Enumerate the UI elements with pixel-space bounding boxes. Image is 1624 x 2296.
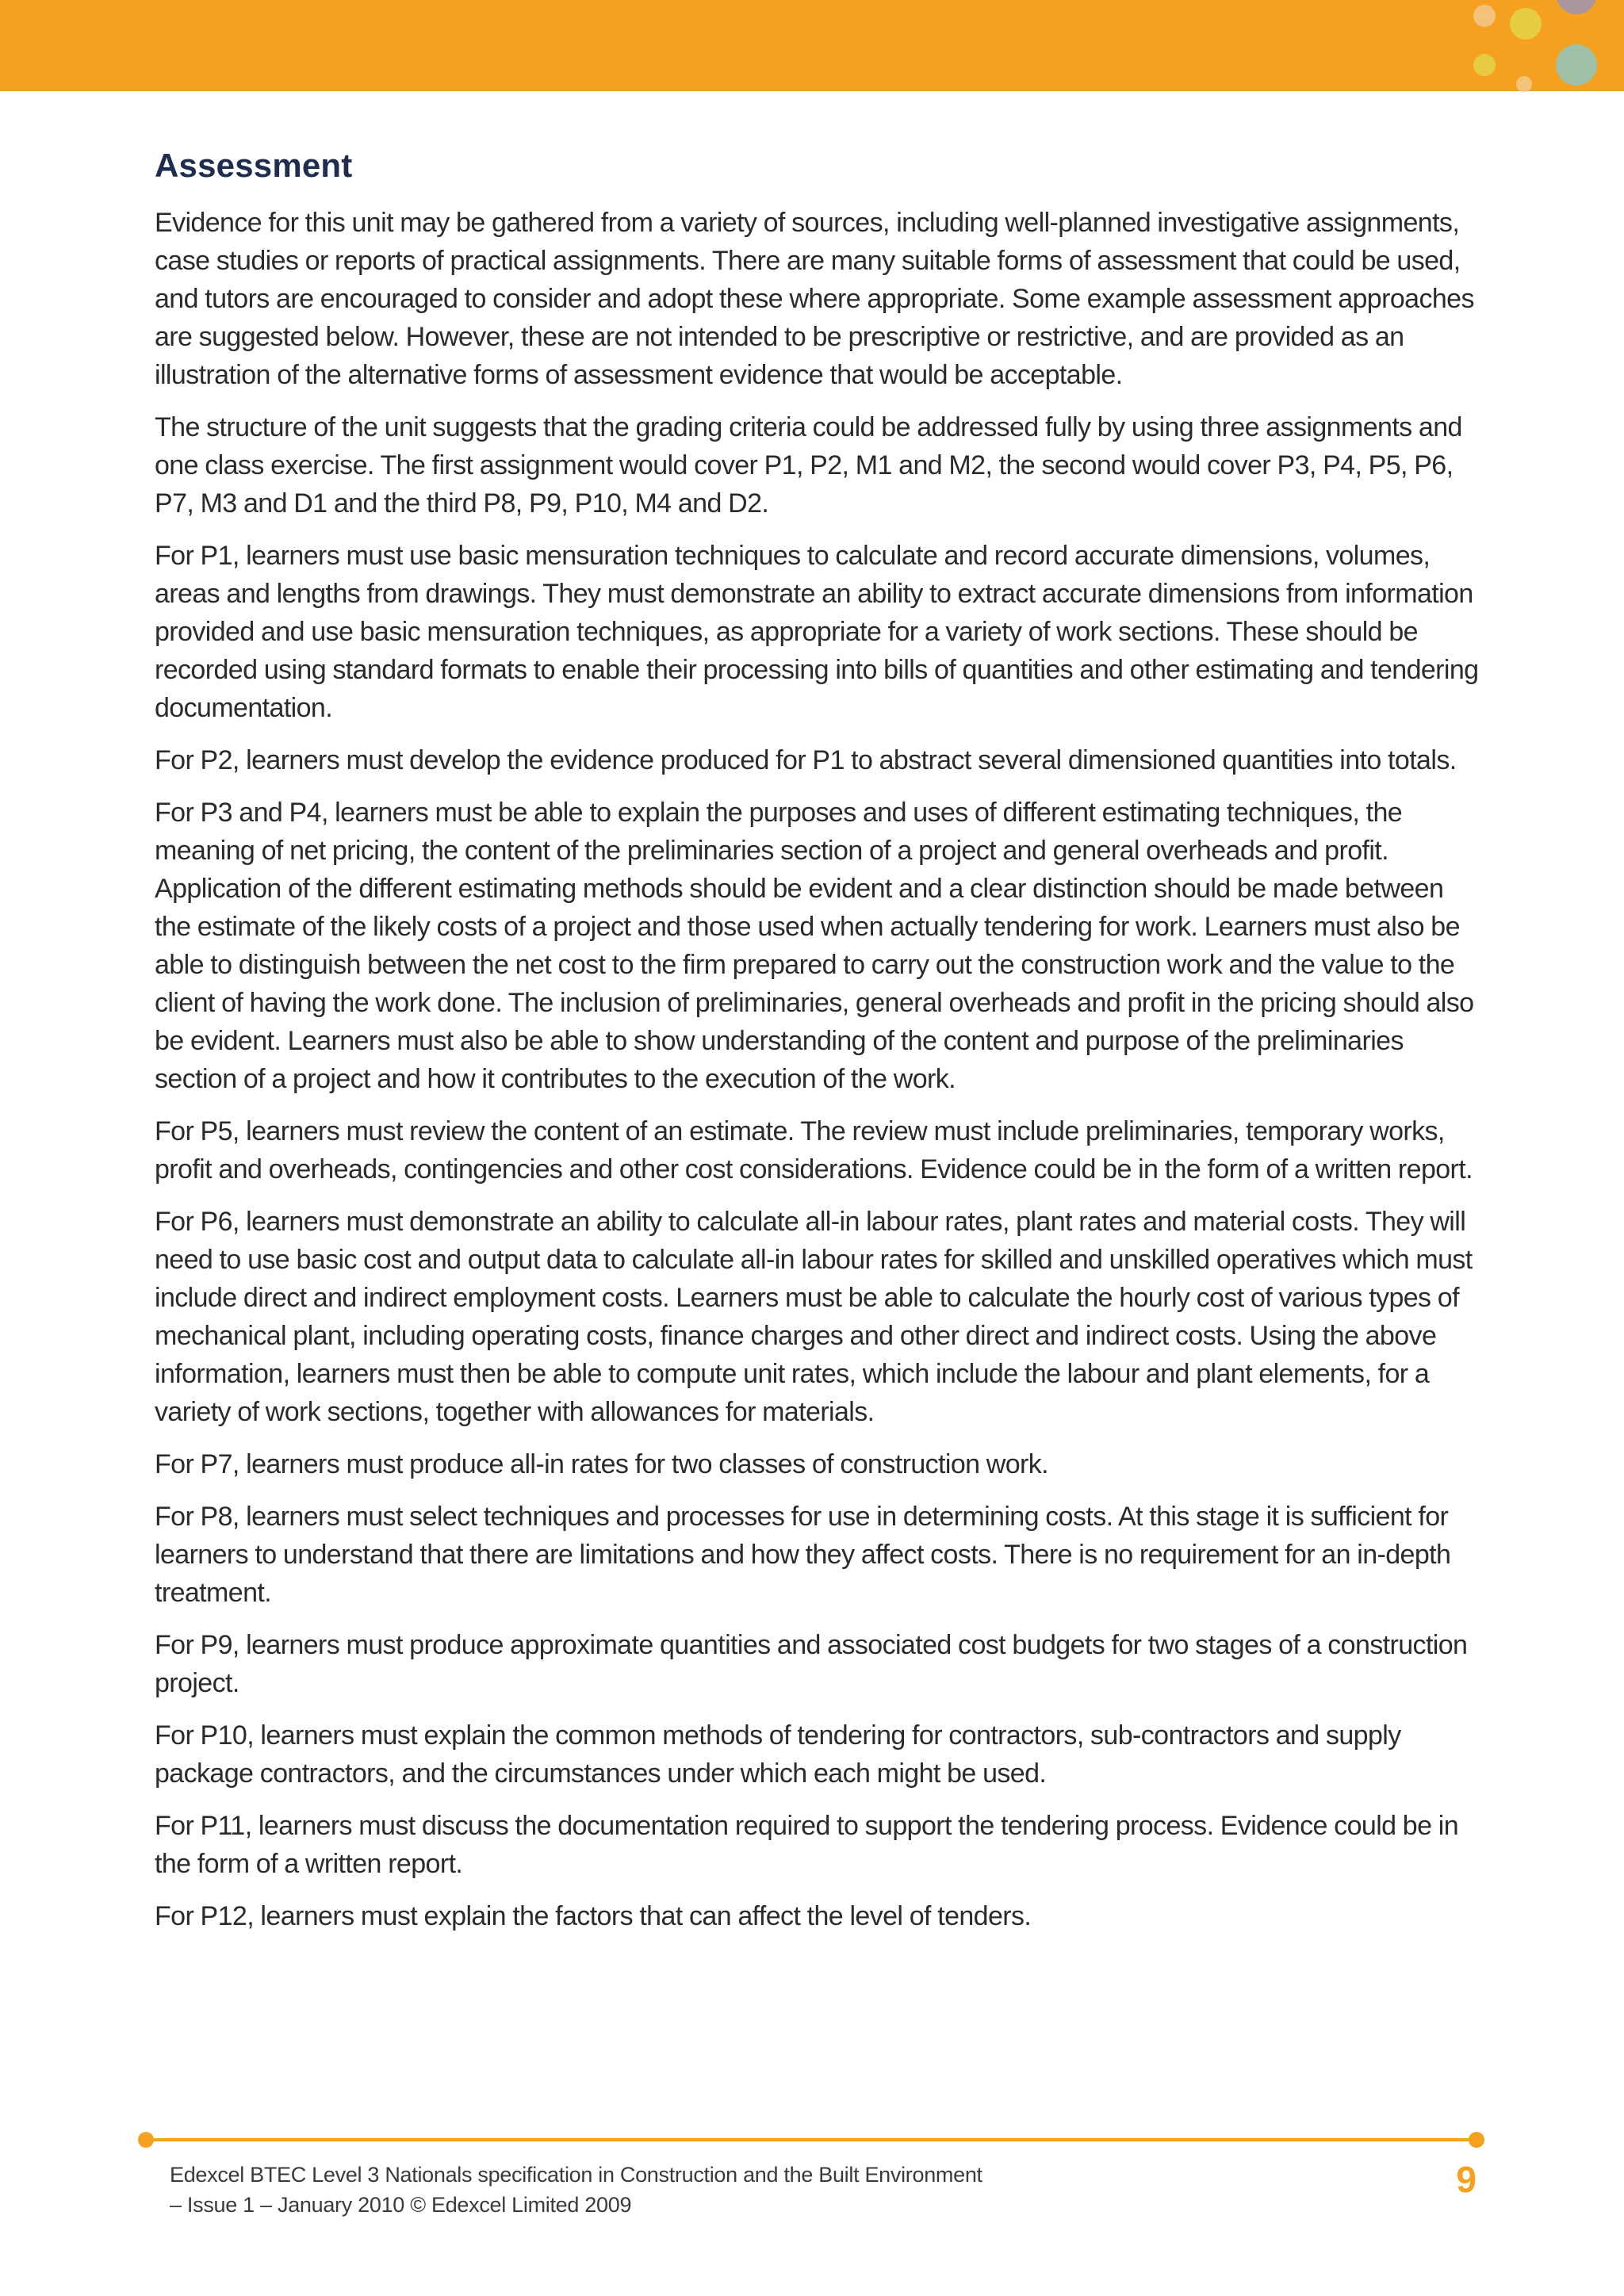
dot-teal xyxy=(1556,44,1597,86)
decorative-dots xyxy=(1427,0,1624,95)
header-band xyxy=(0,0,1624,91)
paragraph: For P9, learners must produce approximate quantities and associated cost budgets for two stages of a construction project. xyxy=(155,1630,1468,1698)
paragraph: For P11, learners must discuss the documentation required to support the tendering process. Evidence could be in the form of a written report. xyxy=(155,1811,1459,1879)
dot-lime xyxy=(1510,8,1542,40)
paragraph: The structure of the unit suggests that the grading criteria could be addressed fully by using three assignments and one class exercise. The first assignment would cover P1, P2, M1 and M2, the second would cover P3, P4, P5, P6, P7, M3 and D1 and the third P8, P9, P10, M4 and D2. xyxy=(155,412,1462,519)
paragraph: Evidence for this unit may be gathered from a variety of sources, including well-planned investigative assignments, case studies or reports of practical assignments. There are many suitable forms of assessment that could be used, and tutors are encouraged to consider and adopt these where appropriate. Some example assessment approaches are suggested below. However, these are not intended to be prescriptive or restrictive, and are provided as an illustration of the alternative forms of assessment evidence that would be acceptable. xyxy=(155,208,1474,390)
paragraph: For P1, learners must use basic mensuration techniques to calculate and record accurate dimensions, volumes, areas and lengths from drawings. They must demonstrate an ability to extract accurate dimensions from information provided and use basic mensuration techniques, as appropriate for a variety of work sections. These should be recorded using standard formats to enable their processing into bills of quantities and other estimating and tendering documentation. xyxy=(155,541,1479,723)
paragraph: For P6, learners must demonstrate an ability to calculate all-in labour rates, plant rates and material costs. They will need to use basic cost and output data to calculate all-in labour rates for skilled and unskilled operatives which must include direct and indirect employment costs. Learners must be able to calculate the hourly cost of various types of mechanical plant, including operating costs, finance charges and other direct and indirect costs. Using the above information, learners must then be able to compute unit rates, which include the labour and plant elements, for a variety of work sections, together with allowances for materials. xyxy=(155,1207,1473,1427)
footer-line-1: Edexcel BTEC Level 3 Nationals specification in Construction and the Built Environment xyxy=(170,2163,982,2187)
footer-rule-dot-right xyxy=(1469,2132,1484,2148)
paragraph: For P3 and P4, learners must be able to explain the purposes and uses of different estimating techniques, the meaning of net pricing, the content of the preliminaries section of a project and general overheads and profit. Application of the different estimating methods should be evident and a clear distinction should be made between the estimate of the likely costs of a project and those used when actually tendering for work. Learners must also be able to distinguish between the net cost to the firm prepared to carry out the construction work and the value to the client of having the work done. The inclusion of preliminaries, general overheads and profit in the pricing should also be evident. Learners must also be able to show understanding of the content and purpose of the preliminaries section of a project and how it contributes to the execution of the work. xyxy=(155,798,1474,1094)
paragraph-list xyxy=(155,204,1479,1935)
paragraph: For P10, learners must explain the common methods of tendering for contractors, sub-contractors and supply package contractors, and the circumstances under which each might be used. xyxy=(155,1720,1401,1789)
main-content xyxy=(155,147,1479,1950)
paragraph: For P7, learners must produce all-in rates for two classes of construction work. xyxy=(155,1449,1049,1479)
page-number: 9 xyxy=(1456,2159,1477,2200)
footer-line-2: – Issue 1 – January 2010 © Edexcel Limited 2009 xyxy=(170,2193,632,2217)
paragraph: For P12, learners must explain the factors that can affect the level of tenders. xyxy=(155,1901,1032,1931)
dot-purple xyxy=(1556,0,1597,14)
paragraph: For P5, learners must review the content of an estimate. The review must include preliminaries, temporary works, profit and overheads, contingencies and other cost considerations. Evidence could be in the form of a written report. xyxy=(155,1116,1473,1184)
section-heading: Assessment xyxy=(155,147,353,184)
dot-light-small xyxy=(1516,76,1532,92)
footer-rule xyxy=(146,2138,1477,2141)
paragraph: For P2, learners must develop the evidence produced for P1 to abstract several dimensioned quantities into totals. xyxy=(155,745,1457,775)
dot-light xyxy=(1473,5,1496,27)
paragraph: For P8, learners must select techniques and processes for use in determining costs. At this stage it is sufficient for learners to understand that there are limitations and how they affect costs. There is no requirement for an in-depth treatment. xyxy=(155,1502,1451,1608)
dot-lime-small xyxy=(1473,54,1496,76)
footer-citation xyxy=(170,2160,1201,2220)
